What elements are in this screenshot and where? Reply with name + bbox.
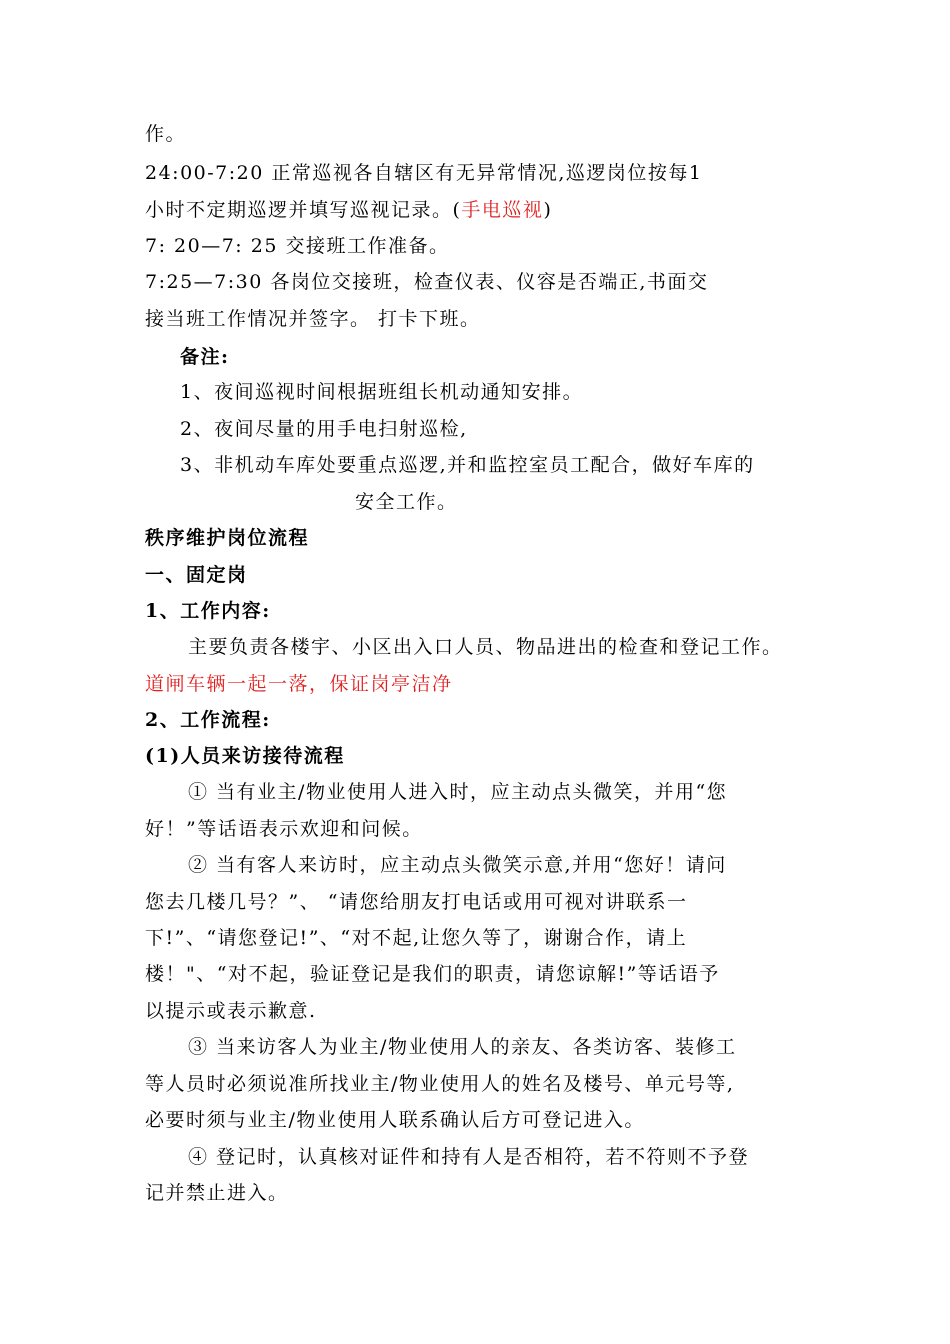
- text-line: 记并禁止进入。: [145, 1182, 289, 1204]
- text-line: 以提示或表示歉意.: [145, 1000, 317, 1022]
- note-item: 1、夜间巡视时间根据班组长机动通知安排。: [180, 381, 584, 403]
- note-item: 3、非机动车库处要重点巡逻,并和监控室员工配合，做好车库的: [180, 454, 755, 476]
- text-line: 接当班工作情况并签字。 打卡下班。: [145, 308, 481, 330]
- text-line: 安全工作。: [355, 491, 458, 513]
- section-heading: 2、工作流程:: [145, 709, 271, 731]
- text-line: 24:00-7:20 正常巡视各自辖区有无异常情况,巡逻岗位按每1: [145, 162, 703, 184]
- text-span: 小时不定期巡逻并填写巡视记录。(: [145, 199, 462, 221]
- text-span: ): [543, 199, 553, 221]
- text-line: 7: 20—7: 25 交接班工作准备。: [145, 235, 450, 257]
- section-heading: (1)人员来访接待流程: [145, 745, 345, 767]
- section-heading: 一、固定岗: [145, 564, 248, 586]
- text-line: ④ 登记时，认真核对证件和持有人是否相符，若不符则不予登: [188, 1146, 750, 1168]
- text-line: ② 当有客人来访时，应主动点头微笑示意,并用“您好！请问: [188, 854, 727, 876]
- text-line: 下!”、“请您登记!”、“对不起,让您久等了，谢谢合作，请上: [145, 927, 688, 949]
- text-line: 主要负责各楼宇、小区出入口人员、物品进出的检查和登记工作。: [188, 636, 783, 658]
- text-line: 楼！"、“对不起，验证登记是我们的职责，请您谅解!”等话语予: [145, 963, 720, 985]
- text-line: [145, 197, 552, 223]
- text-line: 等人员时必须说准所找业主/物业使用人的姓名及楼号、单元号等,: [145, 1073, 735, 1095]
- note-item: 2、夜间尽量的用手电扫射巡检,: [180, 418, 468, 440]
- text-line: ③ 当来访客人为业主/物业使用人的亲友、各类访客、装修工: [188, 1036, 737, 1058]
- section-heading: 1、工作内容:: [145, 600, 271, 622]
- note-heading: 备注:: [180, 346, 230, 368]
- section-title: 秩序维护岗位流程: [145, 527, 310, 549]
- text-line: 您去几楼几号？”、 “请您给朋友打电话或用可视对讲联系一: [145, 891, 688, 913]
- text-line: 必要时须与业主/物业使用人联系确认后方可登记进入。: [145, 1109, 645, 1131]
- text-line: 7:25—7:30 各岗位交接班，检查仪表、仪容是否端正,书面交: [145, 271, 709, 293]
- text-line: ① 当有业主/物业使用人进入时，应主动点头微笑，并用“您: [188, 781, 728, 803]
- highlight-line: 道闸车辆一起一落，保证岗亭洁净: [145, 673, 453, 695]
- highlight-text: 手电巡视: [461, 199, 544, 221]
- text-line: 作。: [145, 123, 187, 145]
- text-line: 好！”等话语表示欢迎和问候。: [145, 818, 423, 840]
